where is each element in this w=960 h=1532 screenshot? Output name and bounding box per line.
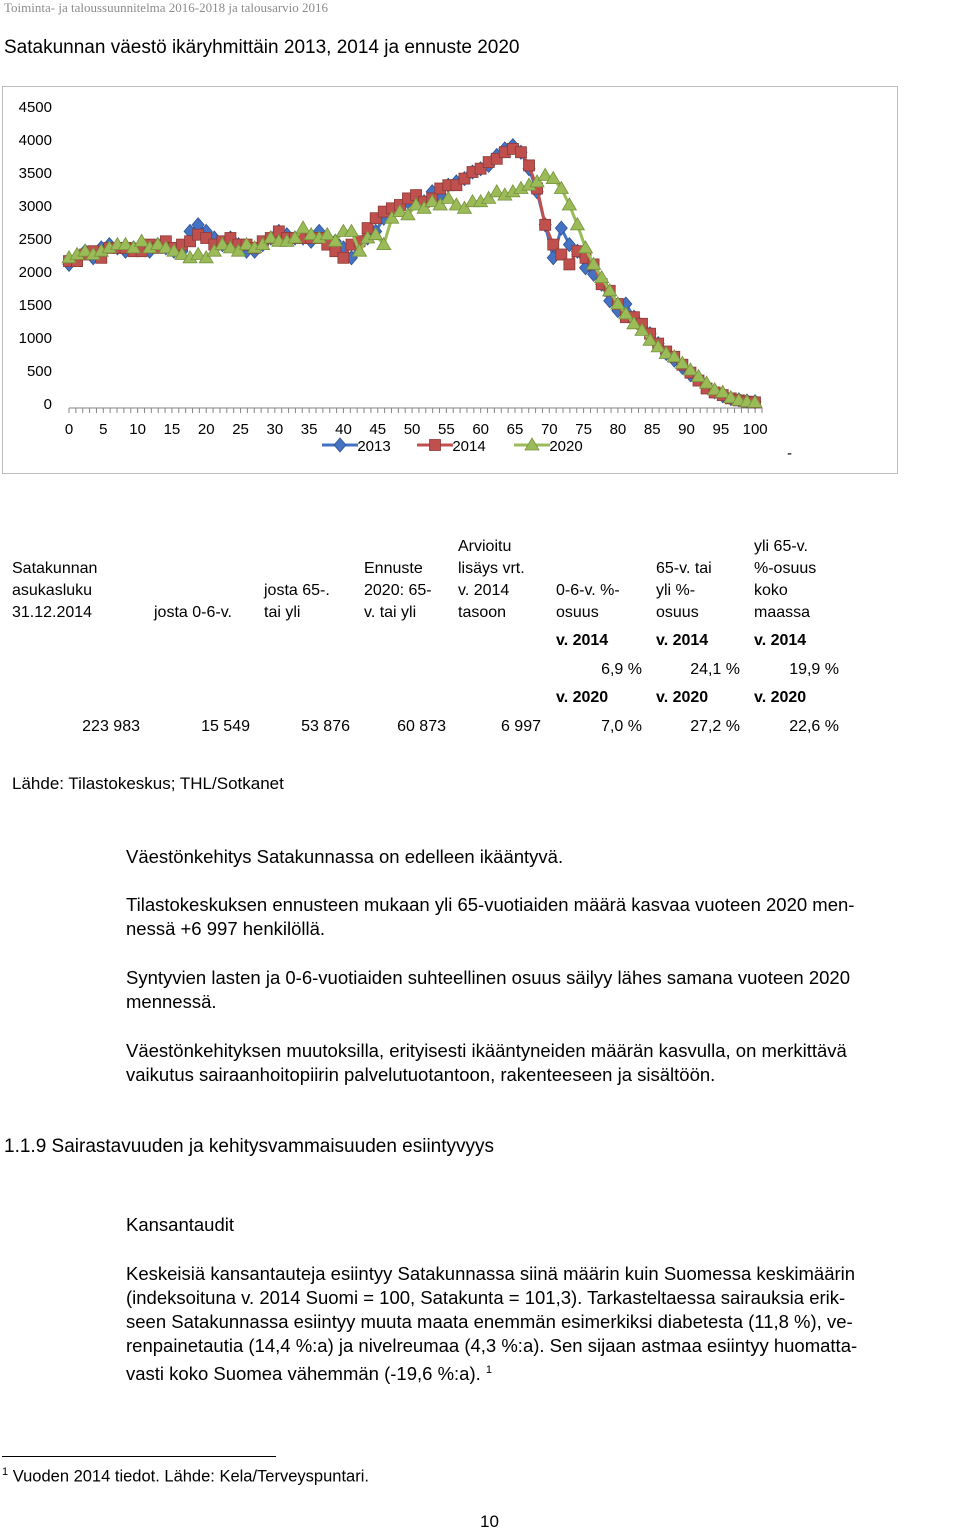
header-population-1: Satakunnan [12, 560, 98, 577]
year-label-2014-share-65: v. 2014 [656, 632, 709, 649]
value-2014-share-0-6: 6,9 % [601, 661, 642, 678]
paragraph-4 [126, 1039, 956, 1087]
body-line-4: renpainetautia (14,4 %:a) ja nivelreumaa (4,3 %:a). Sen sijaan astmaa esiintyy huomatta- [126, 1335, 858, 1356]
x-tick-label: 60 [472, 421, 490, 438]
document-header-title: Toiminta- ja taloussuunnitelma 2016-2018 ja talousarvio 2016 [4, 0, 329, 15]
section-heading: 1.1.9 Sairastavuuden ja kehitysvammaisuuden esiintyvyys [4, 1136, 495, 1157]
paragraph-3-line-1: Syntyvien lasten ja 0-6-vuotiaiden suhteellinen osuus säilyy lähes samana vuoteen 2020 [126, 967, 851, 988]
data-point-2014 [524, 160, 535, 171]
value-population: 223 983 [82, 718, 140, 735]
value-2020-share-65-country: 22,6 % [789, 718, 839, 735]
paragraph-3-line-2: mennessä. [126, 991, 217, 1012]
footnote-reference[interactable]: 1 [485, 1364, 493, 1376]
x-tick-label: 10 [129, 421, 146, 438]
body-paragraph [126, 1262, 956, 1386]
body-line-1: Keskeisiä kansantauteja esiintyy Satakunnassa siinä määrin kuin Suomessa keskimäärin [126, 1263, 856, 1284]
y-tick-label: 3500 [18, 165, 52, 182]
value-2020-share-65: 27,2 % [690, 718, 740, 735]
x-tick-label: 30 [266, 421, 284, 438]
x-tick-label: 40 [335, 421, 352, 438]
body-line-5 [126, 1358, 956, 1386]
header-increase-4: tasoon [458, 604, 507, 621]
legend-marker-2014 [430, 440, 441, 451]
legend-label-2020: 2020 [549, 438, 583, 455]
x-tick-label: 75 [575, 421, 592, 438]
y-tick-label: 2500 [18, 231, 52, 248]
header-share-65-country-4: maassa [754, 604, 811, 621]
y-tick-label: 3000 [18, 198, 52, 215]
y-tick-label: 4500 [18, 99, 52, 116]
footnote-divider [2, 1456, 276, 1457]
data-point-2014 [338, 252, 349, 263]
subheading-kansantaudit: Kansantaudit [126, 1214, 235, 1235]
population-line-chart [0, 0, 960, 480]
data-point-2020 [570, 218, 584, 230]
series-line-2013 [69, 146, 755, 402]
header-population-3: 31.12.2014 [12, 604, 93, 621]
data-point-2014 [540, 219, 551, 230]
x-tick-label: 55 [438, 421, 455, 438]
body-line-3: seen Satakunnassa esiintyy muuta maata enemmän esimerkiksi diabetesta (11,8 %), ve- [126, 1311, 853, 1332]
paragraph-4-line-2: vaikutus sairaanhoitopiirin palvelutuotantoon, rakenteeseen ja sisältöön. [126, 1064, 716, 1085]
x-tick-label: 80 [609, 421, 627, 438]
y-tick-label: 500 [26, 363, 52, 380]
y-tick-label: 0 [43, 396, 52, 413]
x-tick-label: 35 [300, 421, 318, 438]
x-tick-label: 85 [643, 421, 661, 438]
header-age-65-1: josta 65-. [264, 582, 330, 599]
legend-label-2014: 2014 [452, 438, 486, 455]
header-age-65-2: tai yli [264, 604, 301, 621]
header-share-0-6-2: osuus [556, 604, 599, 621]
header-share-0-6-1: 0-6-v. %- [556, 582, 620, 599]
legend-marker-2013 [334, 438, 346, 452]
header-share-65-country-2: %-osuus [754, 560, 817, 577]
data-point-2013 [555, 221, 567, 235]
value-forecast: 60 873 [397, 718, 446, 735]
footnote-text: Vuoden 2014 tiedot. Lähde: Kela/Terveyspuntari. [12, 1467, 369, 1486]
header-forecast-3: v. tai yli [364, 604, 417, 621]
year-label-2020-share-0-6: v. 2020 [556, 689, 609, 706]
y-tick-label: 1000 [18, 330, 52, 347]
header-share-65-country-3: koko [754, 582, 788, 599]
data-point-2014 [515, 147, 526, 158]
x-tick-label: 90 [678, 421, 695, 438]
year-label-2014-share-0-6: v. 2014 [556, 632, 609, 649]
value-2014-share-65: 24,1 % [690, 661, 740, 678]
paragraph-4-line-1: Väestönkehityksen muutoksilla, erityisesti ikääntyneiden määrän kasvulla, on merkittävä [126, 1040, 847, 1061]
value-age-65: 53 876 [301, 718, 350, 735]
header-forecast-1: Ennuste [364, 560, 423, 577]
x-tick-label: 95 [712, 421, 730, 438]
header-share-65-2: yli %- [656, 582, 696, 599]
value-2014-share-65-country: 19,9 % [789, 661, 839, 678]
page-number: 10 [480, 1512, 499, 1531]
year-label-2020-share-65: v. 2020 [656, 689, 709, 706]
paragraph-2-line-1: Tilastokeskuksen ennusteen mukaan yli 65-vuotiaiden määrä kasvaa vuoteen 2020 men- [126, 894, 855, 915]
data-point-2014 [564, 259, 575, 270]
data-point-2020 [296, 221, 310, 233]
legend-label-2013: 2013 [357, 438, 391, 455]
y-tick-label: 4000 [18, 132, 52, 149]
value-2020-share-0-6: 7,0 % [601, 718, 642, 735]
header-increase-2: lisäys vrt. [458, 560, 525, 577]
year-label-2020-share-65-country: v. 2020 [754, 689, 807, 706]
y-tick-label: 2000 [18, 264, 52, 281]
paragraph-2-line-2: nessä +6 997 henkilöllä. [126, 918, 326, 939]
x-tick-label: - [786, 445, 792, 462]
paragraph-3 [126, 966, 956, 1014]
source-note: Lähde: Tilastokeskus; THL/Sotkanet [12, 774, 284, 793]
header-share-65-1: 65-v. tai [656, 560, 712, 577]
chart-title: Satakunnan väestö ikäryhmittäin 2013, 2014 ja ennuste 2020 [4, 37, 520, 58]
header-share-65-3: osuus [656, 604, 699, 621]
body-line-5-text: vasti koko Suomea vähemmän (-19,6 %:a). [126, 1363, 481, 1385]
body-line-2: (indeksoituna v. 2014 Suomi = 100, Satakunta = 101,3). Tarkasteltaessa sairauksia erik- [126, 1287, 846, 1308]
data-point-2014 [548, 239, 559, 250]
header-share-65-country-1: yli 65-v. [754, 538, 808, 555]
footnote-number: 1 [2, 1466, 9, 1478]
value-age-0-6: 15 549 [201, 718, 250, 735]
footnote [2, 1466, 369, 1487]
x-tick-label: 65 [506, 421, 524, 438]
data-point-2014 [556, 249, 567, 260]
year-label-2014-share-65-country: v. 2014 [754, 632, 807, 649]
x-tick-label: 5 [99, 421, 108, 438]
x-tick-label: 15 [163, 421, 181, 438]
x-tick-label: 50 [403, 421, 421, 438]
data-point-2020 [562, 198, 576, 210]
x-tick-label: 20 [197, 421, 215, 438]
series-line-2014 [69, 149, 755, 402]
x-tick-label: 25 [232, 421, 249, 438]
x-tick-label: 70 [540, 421, 558, 438]
value-increase: 6 997 [500, 718, 541, 735]
x-tick-label: 100 [742, 421, 768, 438]
header-age-0-6: josta 0-6-v. [154, 604, 232, 621]
header-population-2: asukasluku [12, 582, 93, 599]
header-increase-3: v. 2014 [458, 582, 510, 599]
x-tick-label: 0 [64, 421, 74, 438]
x-tick-label: 45 [369, 421, 387, 438]
paragraph-2 [126, 893, 956, 941]
header-forecast-2: 2020: 65- [364, 582, 432, 599]
header-increase-1: Arvioitu [458, 538, 512, 555]
y-tick-label: 1500 [18, 297, 52, 314]
paragraph-1: Väestönkehitys Satakunnassa on edelleen ikääntyvä. [126, 846, 564, 867]
